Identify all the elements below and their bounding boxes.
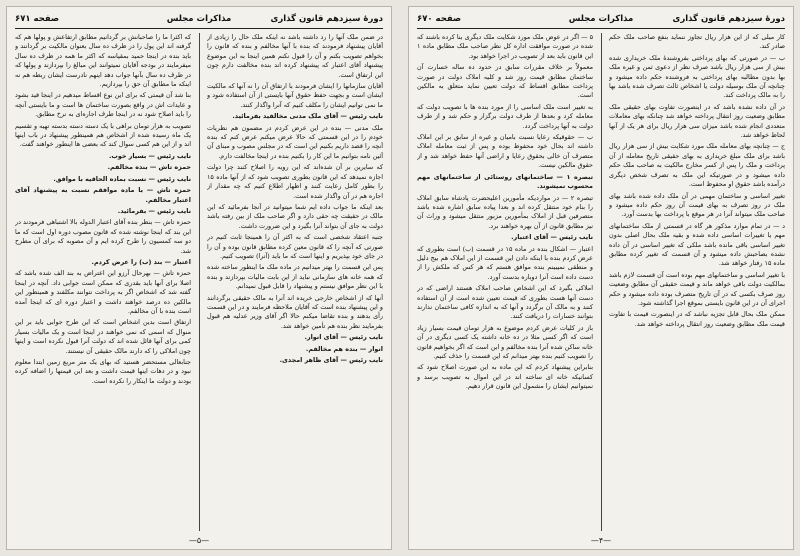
text-column-left (15, 33, 191, 531)
body-paragraph: جنابعالی مستحضر هستید که بهای یک متر مربع زمین ابتدا معلوم نبود و در دهات اینها قیمت داشت و بعد این قیمتها را اضافه کرده بودند و دولت ما اینکار را نکرده است. (15, 358, 191, 385)
page-footer-number: —۵— (188, 536, 210, 545)
body-paragraph: تصویب به هزار تومان براهی با یک دسته دسته بدسته تهیه و تقسیم یک ماه رسیده شده از اشخاص هم همینطور پیشنهاد در باب اینها اند و از این هم کسی سوال کند که بعضی ها اینطور خواهند گفت. (15, 121, 191, 149)
body-paragraph: د — در تمام موارد مذکور هر گاه در قسمتی از ملک ساختمانهای مهم یا تغییرات اساسی داده شده و بقیه ملک بحال اصلی بدون تغییر اساسی باقی مانده باشد ملکی که تغییر اساسی در آن داده نشده بصاحبش داده میشود و آن قسمت که تغییر کرده مطابق ماده ۱۵ رفتار خواهد شد. (609, 221, 785, 268)
body-paragraph: بنا شد آن قیمتی که برای این نوع اقساط میدهیم در اینجا قید بشود و عایدات اش در واقع بصورت ساختمان ها است و ما بایستی آنچه را باید اصلاح شود نه در اینجا طرف اجاره‌ای به نرخ مطابق. (15, 91, 191, 119)
body-paragraph: ب — حقوقیکه رعایا نسبت بامیان و غیره از سابق بر این املاک داشته اند بحال خود محفوظ بوده و پس از ثبت معامله املاک متصرف آن خالی بحقوق رعایا و اراضی آنها حفظ خواهد شد و از حقوق مالکین نیست. (417, 133, 593, 170)
speaker-line: نایب رئیس — آقای ملک مدنی مخالفید بفرمائید. (232, 112, 383, 121)
text-columns (417, 33, 785, 531)
header-period-title: دورهٔ سیزدهم قانون گذاری (672, 14, 785, 24)
speaker-line: انوار — بنده هم مخالفم. (305, 344, 383, 353)
body-paragraph: بعد اینکه ما جواب داده ایم شما میتوانید در آنجا بفرمائید که این مالک در حقیقت چه حقی دارد و اگر صاحب ملک از بین رفته باشد دولت به جای آن بتواند آنرا بگیرد و این ضرورت داشت. (207, 202, 383, 230)
body-paragraph: تبصره ۲ — در مواردیکه مأمورین اعلیحضرت پادشاه سابق املاک را بنام خود منتقل کرده اند و بعدا پیاده سابق اشاره شده باشد متصرفین قبل از املاک بمأمورین مزبور منتقل میشود و وراث آن نیز مطابق قانون از آن بهره خواهند برد. (417, 193, 593, 230)
body-paragraph: ارتفاق است بدین اشخاص است که این طرح جوابی باید بر این منوال که اسمی که نمی خواهند در اینجا است و یک مالیات بسیار کمی برای آنها قائل شده اند که دولت آنرا قبول نکرده است و اینها چون املاکی را که دارند مالک حقیقی آن نیستند. (15, 318, 191, 355)
body-paragraph: تغییر اساسی و ساختمان مهمی در آن ملک داده شده باشد بهای ملک در روز تصرف به بهای قیمت آن روز حکم داده میشود و صاحب ملک میتواند آنرا در هر موقع با پرداخت بها بدست آورد. (609, 191, 785, 219)
page-header (417, 12, 785, 29)
body-paragraph: ملک مدنی — بنده در این عرض کردم در مضمون هم نظریات خودم را در این قسمتی که حالا عرض میکنم عرض کنم که بنده آنچه را قصد داریم بکنیم این است که در مجلس مصوب و مبنای آن آئین نامه بتوانیم ما این کار را بکنیم بنده در اینجا مخالفت دارم. (207, 123, 383, 160)
page-header (15, 12, 383, 29)
text-column-right (207, 33, 383, 531)
header-period-title: دورهٔ سیزدهم قانون گذاری (270, 14, 383, 24)
body-paragraph: در ضمن ملک آنها را رد داشته باشد نه اینکه ملک حال را زیادی از آقایان پیشنهاد فرمودند که بنده با آنها مخالفم و بنده که قانون را بخواهم تصویب بکنم و آن را قبول نکنم همین اینجا به این موضوع پیشنهاد آقای اعتبار که پیشنهاد کرده اند بنده مخالفت دارم چون این ارتفاق است. (207, 33, 383, 79)
body-paragraph: در آن داده نشده باشد که در اینصورت تفاوت بهای حقیقی ملک مطابق وضعیت روز انتقال پرداخته خواهد شد چنانکه بهای معاملات متعددی انجام شده باشد میزان سی هزار ریال برای هر یک از آنها لحاظ خواهد شد. (609, 102, 785, 140)
speaker-line: نایب رئیس — آقای اعتبار. (511, 233, 593, 242)
body-paragraph: به تغییر است ملک اساسی را از مورد بنده ها با تصویب دولت که معامله کرد و بعدها از طرف دولت برگزار و حکم شد و از طرف دولت به آنها پرداخت گردد. (417, 102, 593, 130)
body-paragraph: که سایرین بر آن شده‌اند که این رویه را اصلاح کنند چرا دولت اجازه نمیدهد که این قانون بطوری تصویب شود که از آنها ماده ۱۵ را بطور کامل رعایت کنند و اظهار اطلاع کنیم که چه مقدار از اجاره هم در آن واگذار شده است. (207, 163, 383, 200)
header-page-number: صفحه ۶۷۱ (15, 14, 60, 24)
speaker-line: نایب رئیس — آقای ظاهر امجدی. (279, 356, 383, 364)
body-paragraph: حمزه تاش — بهرحال آرزو این اعتراض به بند الف شده باشد که اصلا برای آنها باید بقدری که ممکن است جوابی داد. آنچه در اینجا گفته شد که اشخاص اگر به پرداخت نتوانند مکلفند و همینطور این مالکین ده درصد خواهند داشت و اعتبار دوره ای که اینجا آمده است بنده با آن مخالفم. (15, 269, 191, 315)
speaker-line: نایب رئیس — بسیار خوب. (108, 151, 191, 160)
body-paragraph: کار میلی که از این هزار ریال تجاوز ننماید بنفع صاحب ملک حکم صادر کند. (609, 33, 785, 51)
header-journal-title: مذاکرات مجلس (166, 14, 232, 24)
right-page (408, 6, 794, 550)
speaker-line: تبصره ۱ — ساختمانهای روستائی از ساختمانهای مهم محسوب نمیشوند. (417, 172, 593, 191)
body-paragraph: ج — چنانچه بهای معامله ملک مورد شکایت بیش از سی هزار ریال باشد برای ملک مبلغ خریداری به بهای حقیقی تاریخ معامله از آن پرداخت و ملک را پس از کسر مخارج مالکیت به صاحب ملک حکم داده میشود و در صورتیکه این ملک به تصرف شخص دیگری درآمده باشد حقوق او محفوظ است. (609, 142, 785, 189)
body-paragraph: که اکثرا ما را صاحبانش بر گردانیم مطابق ارتفاعش و پولها هم که گرفته اند این پول را در ظرف ده سال بعنوان مالکیت بر گردانند و باید بنده در اینجا حمید بمقیاسه که اکثر ما همه در ظرف ده سال میفرمایند در بودجه آقایان نمیتوانند این مبالغ را بپردازند و پولها که در ظرف ده سال بآنها جواب دهد اینهم نادرست ایشان ربطه هم نه اینکه ما مطابق آن حق را بپردازیم. (15, 33, 191, 89)
body-paragraph: حمزه تاش — بنظر بنده آقای اعتبار الدوله بالا اشتباهی فرمودند در این بند که اینجا نوشته شده که قانون مصوب دوره اول است که ما دو سه کمسیون را طرح کرده ایم و آن مصوبه که برای آن مطرح شد. (15, 218, 191, 255)
speaker-line: حمزه تاش — بنده مخالفم. (107, 163, 191, 172)
header-journal-title: مذاکرات مجلس (568, 14, 634, 24)
text-columns (15, 33, 383, 531)
body-paragraph: ممکن ملک بحال قابل تجزیه نباشد که در اینصورت قیمت با تفاوت قیمت ملک مطابق وضعیت روز انتقال پرداخته خواهد شد. (609, 310, 785, 328)
body-paragraph: املاکی بگیرد که این اشخاص صاحب املاک هستند اراضی که در دست آنها هست بطوری که قیمت تعیین شده است از آن استفاده کنند و به مالک آن برگردد و آنها که به اندازه کافی ساختمان ندارند بتوانند خسارات را دریافت کنند. (417, 284, 593, 321)
body-paragraph: اعتبار — اشکال بنده در ماده ۱۵ در قسمت (ب) است بطوری که عرض کردم بنده با اینکه دادن این قسمت از این املاک هم بیج دلیل و منطقی نمیبینم بنده موافق هستم که هر کس که ملکش را از دست داده است آنرا دوباره بدست آورد. (417, 244, 593, 281)
body-paragraph: پس این قسمت را بهتر میدانیم در ماده ملک ما اینطور ساخته شده که همه خانه های سازمانی نباید از این بابت مالیات بپردازند و بنده با این نظر موافق نیستم و پیشنهاد را قابل قبول نمیدانم. (207, 263, 383, 291)
body-paragraph: با تغییر اساسی و ساختمانهای مهم بوده است آن قسمت لازم باشد بمالکیت دولت باقی خواهد ماند و قیمت حقیقی آن مطابق وضعیت روز صرف بکسی که در آن تاریخ متصرف بوده داده میشود و حکم اجرای آن در این قانون بایستی بموقع اجرا گذاشته شود. (609, 270, 785, 307)
body-paragraph: جنبه اعتقاد شخصی است که به اکثر آن را همینجا ثابت کنیم در صورتی که آنچه را که قانون معین کرده مطابق قانون بوده و آن را در جای خود بپذیریم و اینها است که ما باید (آنرا) تصویب کنیم. (207, 233, 383, 260)
left-page (6, 6, 392, 550)
text-column-left (417, 33, 593, 531)
body-paragraph: آنها که از اشخاص خارجی خریده اند آنرا به مالک حقیقی برگردانند و این پیشنهاد بنده است که آقایان ملاحظه فرمایند و در این قسمت رأی بدهند و بنده تقاضا میکنم حالا اگر آقای وزیر عدلیه هم قبول بفرمایند نظر بنده هم تأمین خواهد شد. (207, 293, 383, 330)
speaker-line: نایب رئیس — آقای انوار. (304, 333, 383, 342)
body-paragraph: ۵ — اگر در عوض ملک مورد شکایت ملک دیگری بنا کرده باشند که شده در صورت موافقت اداره کل نظر صاحب ملک مطابق ماده ۱ این قانون باید بعد از تصویب در اجرا خواهد بود. (417, 33, 593, 60)
speaker-line: نایب رئیس — نسبت بماده الحاقیه با موافق. (53, 174, 191, 183)
speaker-line: اعتبار — بند (ب) را عرض کردم. (91, 257, 191, 266)
body-paragraph: بنابراین پیشنهاد کردم که این ماده به این صورت اصلاح شود که کسانیکه خانه ای ساخته اند در این اموال به تصویب برسد و نمیتوانیم ایشان را مشمول این قانون قرار دهیم. (417, 363, 593, 391)
body-paragraph: ب — در صورتی که بهای پرداختی بفروشندهٔ ملک خریداری شده بیش از سی هزار ریال باشد صرف نظر از دعوی ثمن و غیره ملک بها بدون مطالبه بهای پرداختی به فروشنده حکم داده میشود و چنانچه آن ملک بوسیله دولت یا اشخاص ثالث تصرف شده باشد بها را به مالک پرداخت کند. (609, 53, 785, 100)
body-paragraph: آقایان سازمانها را ایشان فرمودند با ارتفاق آن را نه آنها که مالکیت ایشان است و بجهت حفظ حقوق آنها بایستی از آن استفاده شود و ما نمی توانیم ایشان را مکلف کنیم که آنرا واگذار کنند. (207, 82, 383, 109)
speaker-line: حمزه تاش — با ماده موافقم نسبت به پیشنهاد آقای اعتبار مخالفم. (15, 186, 191, 204)
body-paragraph: معمولاً بر خلاف مقررات سابق در حدود ده ساله خسارت آن ساختمان مطابق قیمت روز شد و کلیه املاک دولت در صورت پرداخت مطابق اقساط که دولت تعیین نماید متعلق به مالکین است. (417, 63, 593, 100)
header-page-number: صفحه ۶۷۰ (417, 14, 462, 24)
text-column-right (609, 33, 785, 531)
speaker-line: نایب رئیس — بفرمائید. (117, 206, 191, 215)
body-paragraph: باز در کلیات عرض کردم موضوع به هزار تومان قیمت بسیار زیاد است که اگر کسی مثلا در ده خانه داشته یک کسی دیگری در آن خانه ساکن شده آنرا بنده مخالفم و این است که اگر بخواهیم قانون را تصویب کنیم بنده بهتر میدانم که این قسمت را حذف کنیم. (417, 323, 593, 360)
page-footer-number: —۴— (590, 536, 612, 545)
